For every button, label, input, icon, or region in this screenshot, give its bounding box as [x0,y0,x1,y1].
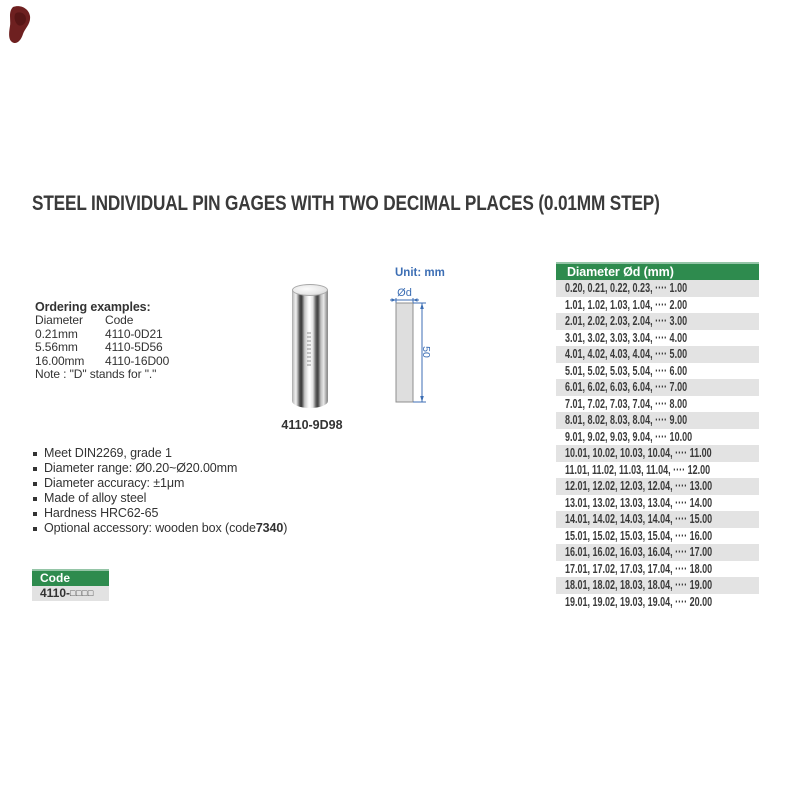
table-row-values: 5.01, 5.02, 5.03, 5.04, ···· 6.00 [565,363,688,378]
code-placeholder-boxes: □□□□ [70,588,94,598]
table-row [556,379,759,396]
spec-text: ) [283,521,288,535]
diameter-table [556,262,759,610]
table-row-values: 4.01, 4.02, 4.03, 4.04, ···· 5.00 [565,347,688,361]
table-row [556,363,759,380]
table-row-values: 8.01, 8.02, 8.03, 8.04, ···· 9.00 [565,413,688,427]
table-row [556,577,759,594]
bullet-icon [33,527,37,531]
spec-text: Optional accessory: wooden box (code [44,521,256,535]
spec-accessory-code: 7340 [255,521,284,535]
spec-text: Meet DIN2269, grade 1 [44,446,172,460]
table-row [556,511,759,528]
code-prefix: 4110- [40,586,71,600]
table-row-values: 14.01, 14.02, 14.03, 14.04, ···· 15.00 [565,512,713,526]
table-row [556,528,759,545]
spec-item [33,506,287,521]
table-row-values: 10.01, 10.02, 10.03, 10.04, ···· 11.00 [565,446,712,460]
ordering-diameter: 16.00mm [35,353,85,368]
pin-engraving [307,332,311,366]
ordering-diameter: 0.21mm [35,326,78,341]
table-row-values: 7.01, 7.02, 7.03, 7.04, ···· 8.00 [565,396,688,411]
table-row-values: 0.20, 0.21, 0.22, 0.23, ···· 1.00 [565,281,688,295]
bullet-icon [33,512,37,516]
table-row [556,396,759,413]
table-row-values: 13.01, 13.02, 13.03, 13.04, ···· 14.00 [565,495,713,510]
table-row-values: 1.01, 1.02, 1.03, 1.04, ···· 2.00 [565,297,688,312]
ordering-examples [35,301,169,381]
length-dim-arrow-bottom [420,396,424,402]
table-row-values: 3.01, 3.02, 3.03, 3.04, ···· 4.00 [565,330,688,345]
table-row-values: 19.01, 19.02, 19.03, 19.04, ···· 20.00 [565,594,713,609]
table-row [556,280,759,297]
table-row-values: 18.01, 18.02, 18.03, 18.04, ···· 19.00 [565,578,713,592]
table-row-values: 16.01, 16.02, 16.03, 16.04, ···· 17.00 [565,545,713,559]
spec-item [33,521,287,536]
corner-stain-mark [8,5,34,45]
table-row-values: 2.01, 2.02, 2.03, 2.04, ···· 3.00 [565,314,688,328]
pin-top-face [292,284,328,296]
dimension-drawing [388,262,445,410]
spec-item [33,476,287,491]
diameter-dim-arrow-left [392,298,397,302]
spec-text: Hardness HRC62-65 [44,506,159,520]
table-row [556,594,759,611]
ordering-examples-heading: Ordering examples: [35,300,151,314]
ordering-header-row [35,314,169,327]
ordering-row [35,328,169,341]
code-box [32,569,109,601]
unit-label: Unit: mm [395,267,445,279]
pin-product-code: 4110-9D98 [281,418,343,432]
diameter-table-header: Diameter Ød (mm) [556,262,759,280]
table-row [556,330,759,347]
spec-item [33,461,287,476]
table-row [556,495,759,512]
table-row-values: 15.01, 15.02, 15.03, 15.04, ···· 16.00 [565,528,713,543]
table-row [556,544,759,561]
table-row-values: 6.01, 6.02, 6.03, 6.04, ···· 7.00 [565,380,688,394]
table-row [556,412,759,429]
code-box-header: Code [32,569,109,586]
ordering-col-diameter: Diameter [35,313,83,328]
ordering-row [35,341,169,354]
ordering-row [35,355,169,368]
table-row-values: 9.01, 9.02, 9.03, 9.04, ···· 10.00 [565,429,693,444]
ordering-diameter: 5.56mm [35,340,78,355]
table-row [556,297,759,314]
table-row [556,462,759,479]
spec-list [33,446,287,536]
spec-text: Diameter accuracy: ±1μm [44,476,185,490]
code-box-value [32,586,109,601]
table-row [556,478,759,495]
diameter-dim-label: Ød [397,287,412,299]
length-dim-arrow-top [420,303,424,309]
table-row [556,346,759,363]
spec-item [33,491,287,506]
length-dim-label: 50 [420,346,432,358]
spec-text: Made of alloy steel [44,491,147,505]
table-row [556,561,759,578]
bullet-icon [33,452,37,456]
diameter-dim-arrow-right [413,298,418,302]
pin-outline-rect [396,303,413,402]
spec-text: Diameter range: Ø0.20~Ø20.00mm [44,461,238,475]
spec-item [33,446,287,461]
table-row-values: 11.01, 11.02, 11.03, 11.04, ···· 12.00 [565,462,711,477]
bullet-icon [33,467,37,471]
table-row [556,313,759,330]
ordering-code: 4110-0D21 [105,326,163,341]
ordering-note: Note : "D" stands for "." [35,367,157,382]
bullet-icon [33,482,37,486]
table-row [556,429,759,446]
table-row [556,445,759,462]
table-row-values: 12.01, 12.02, 12.03, 12.04, ···· 13.00 [565,479,713,493]
pin-gage-image [292,290,328,408]
bullet-icon [33,497,37,501]
ordering-code: 4110-5D56 [105,340,163,355]
page-title: STEEL INDIVIDUAL PIN GAGES WITH TWO DECIMAL PLACES (0.01MM STEP) [32,192,660,215]
ordering-col-code: Code [105,313,134,328]
table-row-values: 17.01, 17.02, 17.03, 17.04, ···· 18.00 [565,561,713,576]
ordering-code: 4110-16D00 [105,353,170,368]
